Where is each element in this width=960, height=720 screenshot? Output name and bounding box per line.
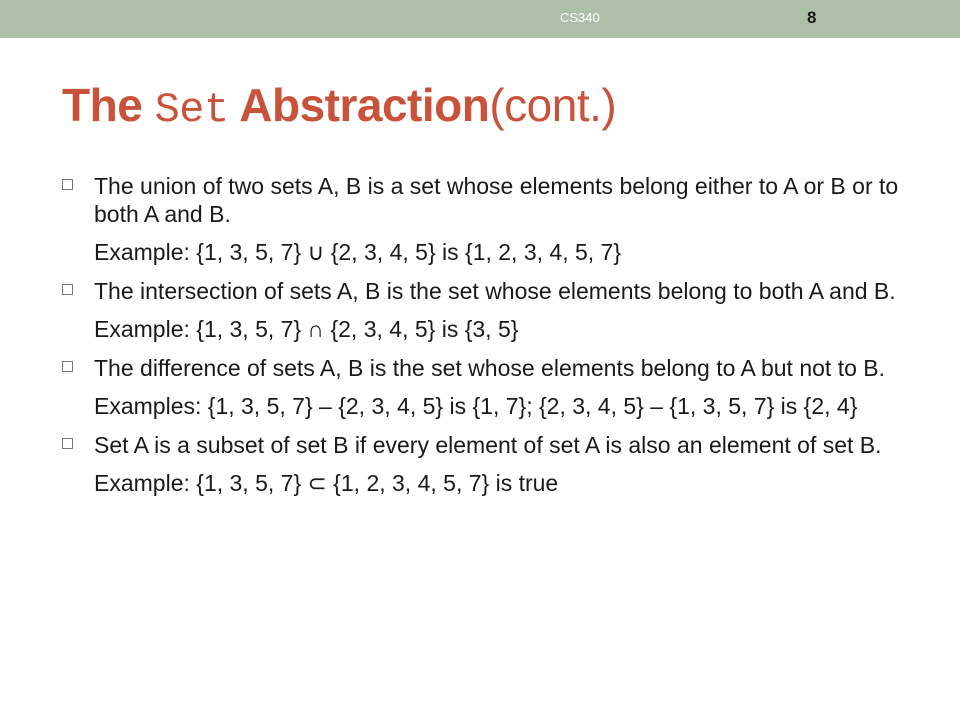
title-part-2: Abstraction — [228, 79, 490, 131]
bullet-subset — [62, 431, 912, 459]
slide-content — [62, 172, 912, 508]
title-part-3: (cont.) — [489, 79, 617, 131]
bullet-text: The union of two sets A, B is a set whose elements belong either to A or B or to both A and B. — [94, 173, 899, 227]
example-subset: Example: {1, 3, 5, 7} ⊂ {1, 2, 3, 4, 5, 7} is true — [94, 470, 559, 496]
bullet-box-icon — [62, 361, 73, 372]
bullet-intersection — [62, 277, 912, 305]
example-difference: Examples: {1, 3, 5, 7} – {2, 3, 4, 5} is {1, 7}; {2, 3, 4, 5} – {1, 3, 5, 7} is {2, 4} — [94, 393, 858, 419]
slide-title — [62, 78, 616, 134]
bullet-text: The difference of sets A, B is the set whose elements belong to A but not to B. — [94, 355, 886, 381]
bullet-union — [62, 172, 912, 228]
example-union: Example: {1, 3, 5, 7} ∪ {2, 3, 4, 5} is {1, 2, 3, 4, 5, 7} — [94, 239, 622, 265]
bullet-difference — [62, 354, 912, 382]
page-number: 8 — [807, 8, 817, 27]
title-part-1: The — [62, 79, 155, 131]
bullet-box-icon — [62, 438, 73, 449]
course-label: CS340 — [560, 10, 600, 25]
bullet-text: The intersection of sets A, B is the set whose elements belong to both A and B. — [94, 278, 896, 304]
bullet-box-icon — [62, 284, 73, 295]
bullet-box-icon — [62, 179, 73, 190]
bullet-text: Set A is a subset of set B if every element of set A is also an element of set B. — [94, 432, 882, 458]
header-bar — [0, 0, 960, 38]
title-code: Set — [154, 86, 229, 134]
example-intersection: Example: {1, 3, 5, 7} ∩ {2, 3, 4, 5} is {3, 5} — [94, 316, 519, 342]
